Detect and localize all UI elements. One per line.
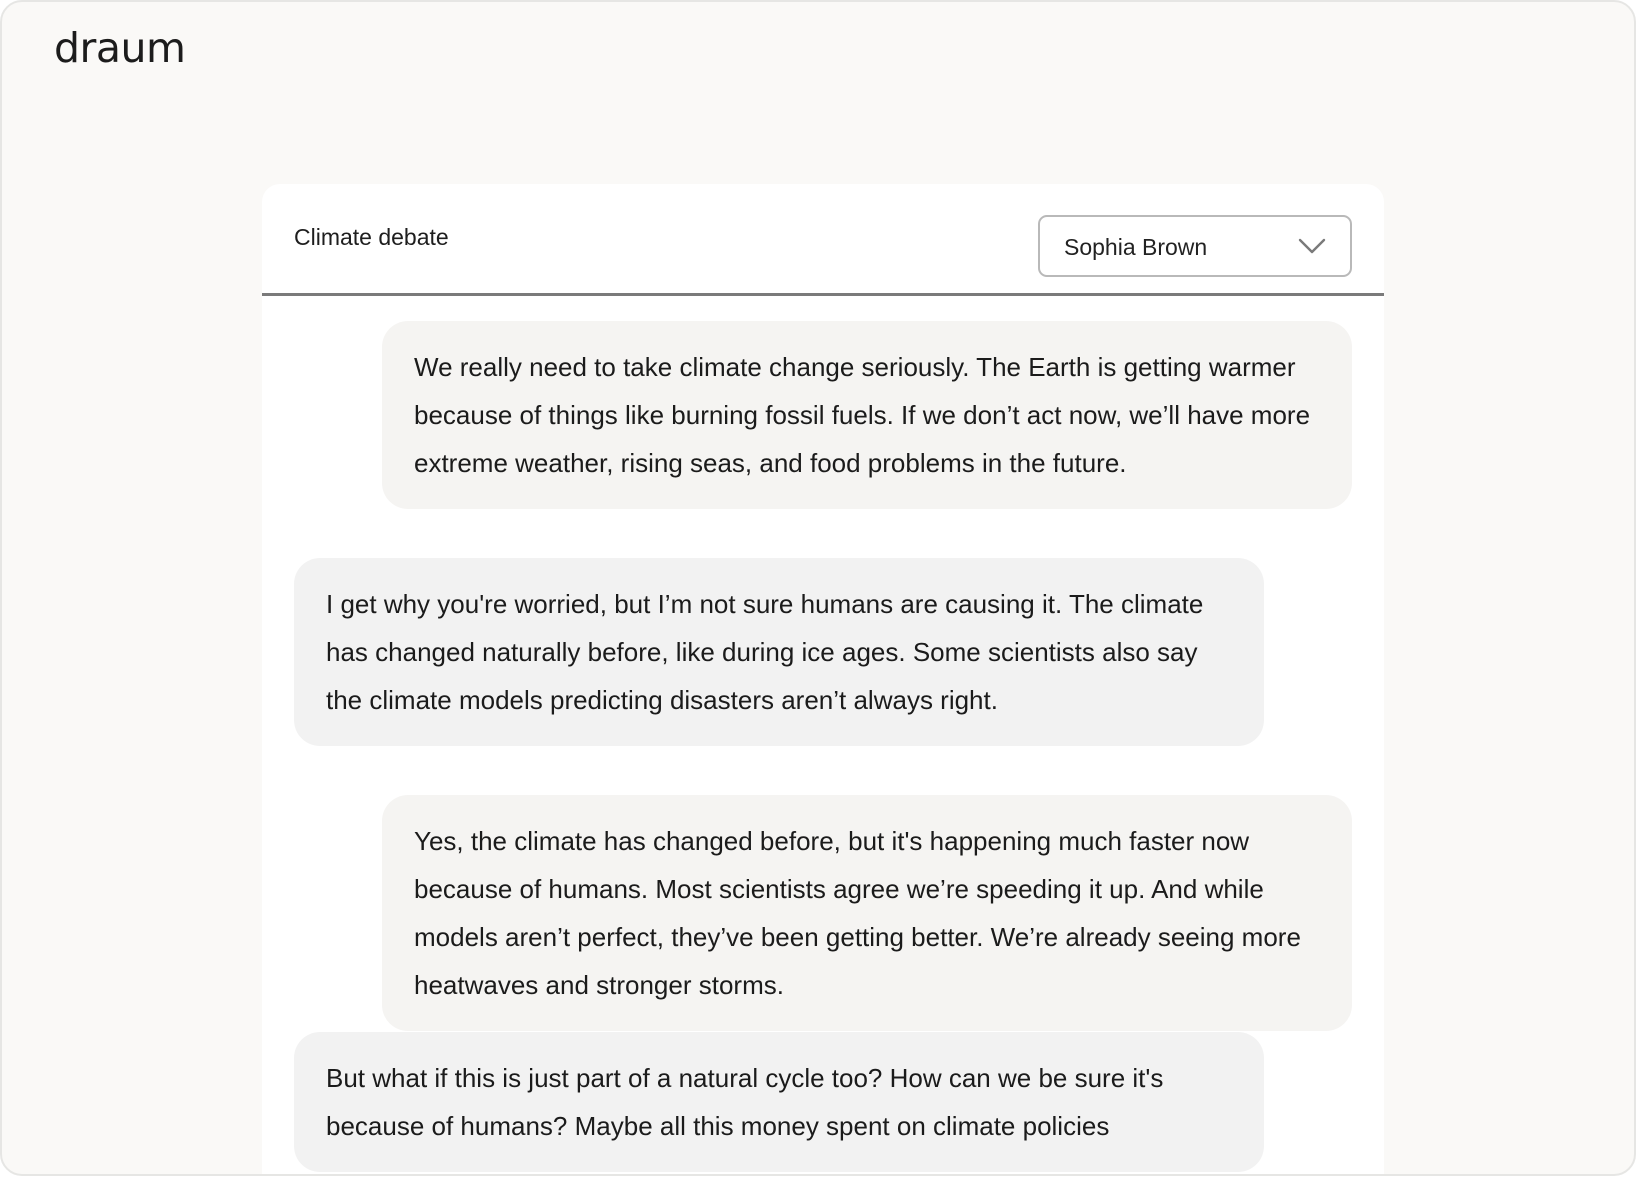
participant-select-value: Sophia Brown [1064, 234, 1208, 260]
message-bubble: We really need to take climate change seriously. The Earth is getting warmer because of things like burning fossil fuels. If we don’t act now, we’ll have more extreme weather, rising seas, and food problems in the future. [382, 321, 1352, 509]
message-bubble: I get why you're worried, but I’m not sure humans are causing it. The climate has changed naturally before, like during ice ages. Some scientists also say the climate models predicting disasters aren’t always right. [294, 558, 1264, 746]
brand-logo: draum [54, 24, 186, 72]
conversation-title: Climate debate [294, 224, 449, 250]
conversation-panel [262, 184, 1384, 1176]
participant-select[interactable] [1038, 215, 1352, 277]
message-bubble: Yes, the climate has changed before, but it's happening much faster now because of humans. Most scientists agree we’re speeding it up. And while models aren’t perfect, they’ve been getting better. We’re already seeing more heatwaves and stronger storms. [382, 795, 1352, 1031]
message-bubble: But what if this is just part of a natural cycle too? How can we be sure it's because of humans? Maybe all this money spent on climate policies [294, 1032, 1264, 1172]
conversation-header [262, 184, 1384, 296]
chevron-down-icon [1298, 237, 1326, 255]
